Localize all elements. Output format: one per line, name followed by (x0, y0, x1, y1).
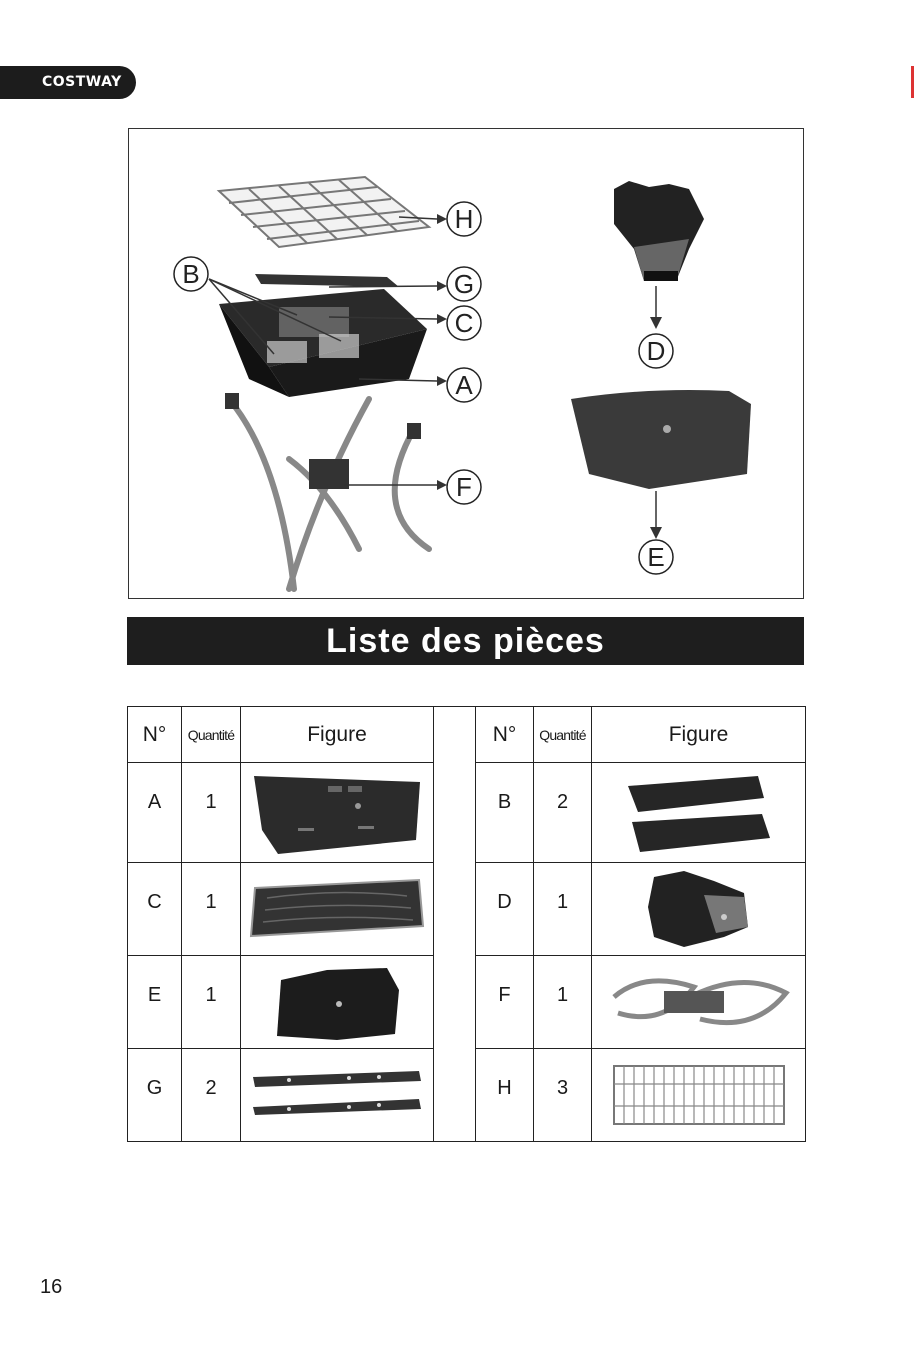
part-quantity: 2 (182, 1049, 241, 1142)
label-c: C (454, 308, 474, 338)
header-figure-right: Figure (592, 707, 806, 763)
label-h: H (454, 204, 474, 234)
part-id: B (476, 763, 534, 863)
part-figure (592, 763, 806, 863)
carry-bag-icon (267, 960, 407, 1044)
part-id: D (476, 863, 534, 956)
part-quantity: 1 (182, 763, 241, 863)
folding-stand-icon (604, 967, 794, 1037)
part-id: E (128, 956, 182, 1049)
label-f: F (456, 472, 472, 502)
part-figure (592, 1049, 806, 1142)
callout-labels (129, 129, 805, 600)
part-quantity: 1 (182, 956, 241, 1049)
label-g: G (453, 269, 475, 299)
part-figure (241, 1049, 434, 1142)
fire-bowl-panel-icon (248, 770, 426, 856)
part-quantity: 2 (534, 763, 592, 863)
part-figure (592, 956, 806, 1049)
table-header-row (128, 707, 806, 763)
label-d: D (646, 336, 666, 366)
label-e: E (647, 542, 665, 572)
header-quantity: Quantité (182, 707, 241, 763)
part-figure (592, 863, 806, 956)
header-number: N° (128, 707, 182, 763)
parts-list-table (127, 706, 806, 1142)
gloves-icon (644, 867, 754, 951)
header-figure: Figure (241, 707, 434, 763)
label-b: B (182, 259, 200, 289)
part-id: G (128, 1049, 182, 1142)
side-panels-icon (624, 772, 774, 854)
part-figure (241, 763, 434, 863)
table-gap (434, 707, 476, 1142)
part-id: F (476, 956, 534, 1049)
grill-grate-icon (604, 1060, 794, 1130)
part-id: C (128, 863, 182, 956)
charcoal-tray-icon (247, 878, 427, 940)
section-title: Liste des pièces (127, 617, 804, 665)
part-figure (241, 863, 434, 956)
exploded-view-diagram (128, 128, 804, 599)
part-id: H (476, 1049, 534, 1142)
part-quantity: 3 (534, 1049, 592, 1142)
part-quantity: 1 (534, 863, 592, 956)
header-number-right: N° (476, 707, 534, 763)
header-quantity-right: Quantité (534, 707, 592, 763)
label-a: A (455, 370, 473, 400)
support-bars-icon (249, 1067, 425, 1123)
part-quantity: 1 (534, 956, 592, 1049)
part-id: A (128, 763, 182, 863)
brand-logo: COSTWAY (0, 66, 136, 99)
part-figure (241, 956, 434, 1049)
page-number: 16 (40, 1276, 63, 1298)
part-quantity: 1 (182, 863, 241, 956)
